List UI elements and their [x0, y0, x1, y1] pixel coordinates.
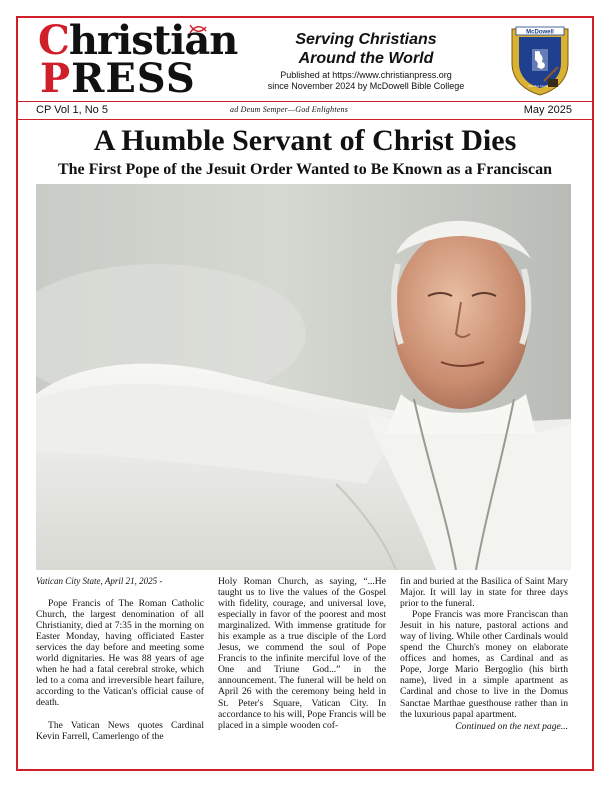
- tagline: Serving Christians Around the World: [295, 31, 437, 67]
- headline: A Humble Servant of Christ Dies: [93, 124, 517, 157]
- dateline: Vatican City State, April 21, 2025 -: [36, 576, 163, 586]
- pope-photo: [36, 184, 571, 570]
- crest-ribbon: Soli Deo Gloria: [528, 84, 549, 88]
- paragraph: Pope Francis was more Franciscan than Jesuit in his nature, pastoral actions and way of living. While other Cardinals would spend the Church's money on elaborate offices and homes, as Cardinal and as Pope, Jorge Mario Bergoglio (his birth name), lived in a simple apartment as Cardinal and chose to live in the Domus Sanctae Marthae guesthouse rather than in the luxurious papal apartment.: [400, 609, 568, 720]
- paragraph: fin and buried at the Basilica of Saint Mary Major. It will lay in state for three days prior to the funeral.: [400, 576, 568, 610]
- college-crest-icon: [508, 23, 572, 97]
- paragraph: Pope Francis of The Roman Catholic Church, the largest denomination of all Christianity, died at 7:35 in the morning on Easter Monday, having officiated Easter services the day before and meeting some world dignitaries. He was 88 years of age when he had a fatal cerebral stroke, which led to a coma and irreversible heart failure, according to the Vatican's official cause of death.: [36, 598, 204, 709]
- subheadline: The First Pope of the Jesuit Order Wanted to Be Known as a Franciscan: [57, 161, 553, 178]
- article-column-2: [218, 576, 386, 731]
- issue-date: May 2025: [523, 104, 572, 116]
- masthead: [18, 17, 592, 102]
- logo-press: PRESS: [40, 55, 196, 102]
- article-column-1: [36, 576, 204, 742]
- motto: ad Deum Semper—God Enlightens: [230, 105, 349, 114]
- paragraph: Holy Roman Church, as saying, “...He taught us to live the values of the Gospel with fidelity, courage, and universal love, especially in favor of the poorest and most marginalized. With immense gratitude for his example as a true disciple of the Lord Jesus, we commend the soul of Pope Francis to the infinite merciful love of the One and Triune God...” in the announcement. The funeral will be held on April 26 with the ceremony being held in St. Peter's Square, Vatican City. In accordance to his will, Pope Francis will be placed in a simple wooden cof-: [218, 576, 386, 731]
- publication-since-line: since November 2024 by McDowell Bible College: [267, 81, 465, 91]
- issue-number: CP Vol 1, No 5: [36, 104, 108, 116]
- paragraph: The Vatican News quotes Cardinal Kevin Farrell, Camerlengo of the: [36, 719, 204, 742]
- fish-icon: [189, 24, 207, 34]
- publication-info: [240, 70, 492, 92]
- continued-link[interactable]: Continued on the next page...: [455, 720, 568, 732]
- article-column-3: [400, 576, 568, 732]
- publication-url-line: Published at https://www.christianpress.org: [280, 70, 452, 80]
- info-bar: [18, 101, 592, 120]
- crest-label: McDowell: [526, 29, 554, 36]
- logo-christian: Christian: [38, 17, 238, 64]
